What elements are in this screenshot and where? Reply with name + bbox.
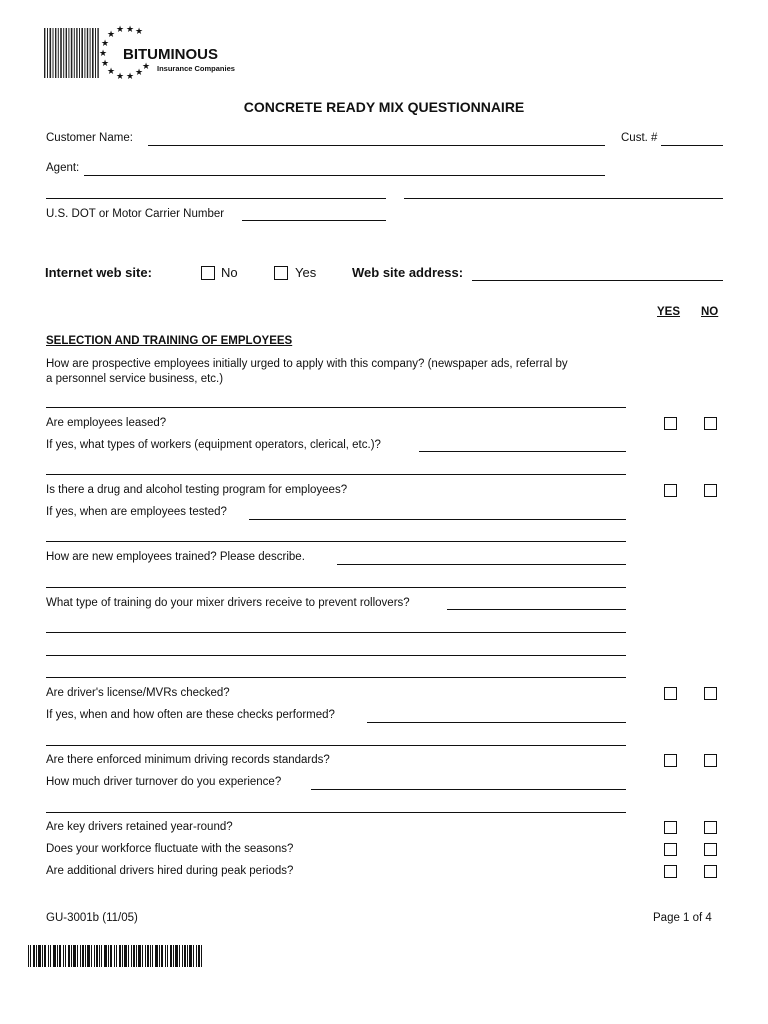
drug-testing-when-line2[interactable] (46, 541, 626, 542)
svg-text:★: ★ (99, 49, 108, 59)
question-drug-testing: Is there a drug and alcohol testing program for employees? (46, 484, 348, 496)
peak-hiring-yes-checkbox[interactable] (664, 865, 677, 878)
page-title: CONCRETE READY MIX QUESTIONNAIRE (243, 99, 525, 115)
website-address-label: Web site address: (352, 265, 464, 280)
yes-column-header: YES (657, 306, 681, 318)
website-yes-label: Yes (295, 265, 317, 280)
svg-text:★: ★ (142, 62, 151, 72)
question-employees-leased: Are employees leased? (46, 417, 167, 429)
drug-testing-no-checkbox[interactable] (704, 484, 717, 497)
page-number: Page 1 of 4 (653, 912, 712, 924)
company-logo (44, 26, 254, 82)
employees-leased-yes-checkbox[interactable] (664, 417, 677, 430)
question-leased-worker-types: If yes, what types of workers (equipment operators, clerical, etc.)? (46, 439, 381, 451)
svg-text:★: ★ (107, 30, 116, 40)
question-peak-hiring: Are additional drivers hired during peak periods? (46, 865, 294, 877)
recruiting-answer-line[interactable] (46, 407, 626, 408)
drivers-retained-no-checkbox[interactable] (704, 821, 717, 834)
svg-text:★: ★ (135, 27, 144, 37)
agent-extra-line-right[interactable] (404, 198, 723, 199)
question-drug-testing-when: If yes, when are employees tested? (46, 506, 227, 518)
website-no-checkbox[interactable] (201, 266, 215, 280)
logo-subtitle: Insurance Companies (157, 64, 235, 73)
no-column-header: NO (701, 306, 719, 318)
rollover-training-line3[interactable] (46, 655, 626, 656)
svg-text:★: ★ (116, 72, 125, 82)
drug-testing-when-field[interactable] (249, 519, 626, 520)
mvr-checked-yes-checkbox[interactable] (664, 687, 677, 700)
driver-turnover-field[interactable] (311, 789, 626, 790)
section-title: SELECTION AND TRAINING OF EMPLOYEES (46, 335, 293, 347)
question-drivers-retained: Are key drivers retained year-round? (46, 821, 233, 833)
agent-label: Agent: (46, 162, 80, 174)
peak-hiring-no-checkbox[interactable] (704, 865, 717, 878)
cust-number-field[interactable] (661, 145, 723, 146)
svg-text:★: ★ (101, 59, 110, 69)
rollover-training-field[interactable] (447, 609, 626, 610)
workforce-fluctuates-yes-checkbox[interactable] (664, 843, 677, 856)
question-workforce-fluctuates: Does your workforce fluctuate with the seasons? (46, 843, 294, 855)
leased-worker-types-line2[interactable] (46, 474, 626, 475)
employees-leased-no-checkbox[interactable] (704, 417, 717, 430)
driving-standards-yes-checkbox[interactable] (664, 754, 677, 767)
agent-extra-line-left[interactable] (46, 198, 386, 199)
workforce-fluctuates-no-checkbox[interactable] (704, 843, 717, 856)
website-address-field[interactable] (472, 280, 723, 281)
mvr-frequency-line2[interactable] (46, 745, 626, 746)
form-number: GU-3001b (11/05) (46, 912, 138, 924)
dot-number-label: U.S. DOT or Motor Carrier Number (46, 208, 225, 220)
footer-barcode (28, 945, 203, 967)
svg-text:★: ★ (101, 39, 110, 49)
website-label: Internet web site: (45, 265, 152, 280)
svg-text:★: ★ (135, 68, 144, 78)
rollover-training-line4[interactable] (46, 677, 626, 678)
customer-name-label: Customer Name: (46, 132, 133, 144)
question-recruiting-line1: How are prospective employees initially urged to apply with this company? (newspaper ads, referral by (46, 358, 568, 370)
cust-number-label: Cust. # (621, 132, 658, 144)
svg-text:★: ★ (107, 67, 116, 77)
website-yes-checkbox[interactable] (274, 266, 288, 280)
drug-testing-yes-checkbox[interactable] (664, 484, 677, 497)
driving-standards-no-checkbox[interactable] (704, 754, 717, 767)
training-description-field[interactable] (337, 564, 626, 565)
svg-text:★: ★ (126, 72, 135, 82)
training-description-line2[interactable] (46, 587, 626, 588)
question-driver-turnover: How much driver turnover do you experience? (46, 776, 282, 788)
mvr-checked-no-checkbox[interactable] (704, 687, 717, 700)
customer-name-field[interactable] (148, 145, 605, 146)
svg-text:★: ★ (126, 25, 135, 35)
question-recruiting-line2: a personnel service business, etc.) (46, 373, 224, 385)
leased-worker-types-field[interactable] (419, 451, 626, 452)
driver-turnover-line2[interactable] (46, 812, 626, 813)
website-no-label: No (221, 265, 238, 280)
question-driving-standards: Are there enforced minimum driving records standards? (46, 754, 330, 766)
svg-text:★: ★ (116, 25, 125, 35)
rollover-training-line2[interactable] (46, 632, 626, 633)
question-mvr-checked: Are driver's license/MVRs checked? (46, 687, 230, 699)
dot-number-field[interactable] (242, 220, 386, 221)
question-rollover-training: What type of training do your mixer drivers receive to prevent rollovers? (46, 597, 410, 609)
agent-field[interactable] (84, 175, 605, 176)
drivers-retained-yes-checkbox[interactable] (664, 821, 677, 834)
mvr-frequency-field[interactable] (367, 722, 626, 723)
question-training-description: How are new employees trained? Please describe. (46, 551, 305, 563)
question-mvr-frequency: If yes, when and how often are these checks performed? (46, 709, 335, 721)
logo-company-name: BITUMINOUS (123, 46, 218, 63)
